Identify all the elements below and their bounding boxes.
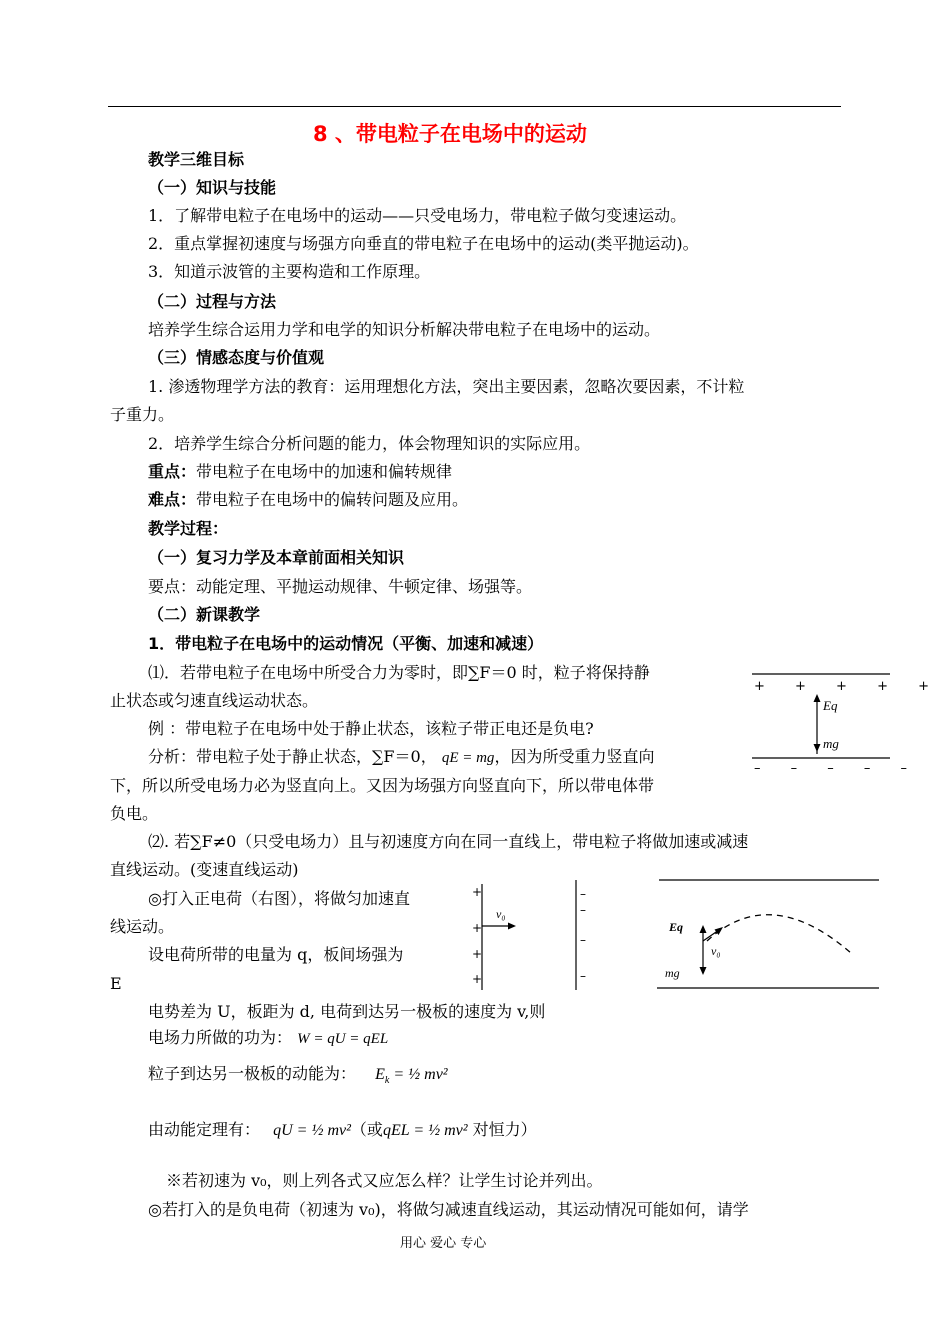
fig3-eq-arrow [700, 925, 707, 933]
fig2-plus-4: + [472, 972, 483, 986]
fig3-v0-label: v₀ [711, 944, 721, 958]
section2-text: 培养学生综合运用力学和电学的知识分析解决带电粒子在电场中的运动。 [148, 320, 661, 339]
neg-line: ◎若打入的是负电荷（初速为 v₀)，将做匀减速直线运动，其运动情况可能如何，请学 [148, 1200, 749, 1219]
fig1-eq-label: Eq [823, 698, 838, 713]
fig2-plus-2: + [472, 921, 483, 935]
theorem-eq2: qEL = ½ mv² [382, 1122, 468, 1139]
ke-eq-left: E [375, 1066, 385, 1083]
header-rule [108, 106, 841, 107]
theorem-tail: 对恒力） [472, 1120, 537, 1139]
fig2-velocity-arrow [508, 923, 516, 930]
charge-line1: 设电荷所带的电量为 q，板间场强为 [148, 945, 404, 964]
analysis-eq: qE = mg [441, 750, 495, 766]
section2-heading: （二）过程与方法 [148, 292, 277, 311]
fig2-minus-2: – [580, 903, 586, 917]
analysis-line1 [148, 747, 654, 768]
difficult-point [148, 490, 468, 510]
analysis-line3: 负电。 [110, 804, 159, 823]
fig2-minus-3: – [580, 933, 586, 947]
section3-item2: 2．培养学生综合分析问题的能力，体会物理知识的实际应用。 [148, 434, 591, 453]
process-heading: 教学过程： [148, 519, 229, 538]
fig2-plus-1: + [472, 885, 483, 899]
fig3-trajectory-path [707, 915, 851, 953]
page-title: 8 、带电粒子在电场中的运动 [313, 122, 587, 146]
ke-eq-right: = ½ mv² [393, 1066, 448, 1083]
fig1-top-signs: + + + + + [754, 679, 942, 694]
section3-heading: （三）情感态度与价值观 [148, 348, 325, 367]
fig2-minus-4: – [580, 969, 586, 983]
theorem-line [148, 1120, 537, 1141]
figure-acceleration [470, 880, 600, 995]
fig3-mg-arrow [700, 967, 707, 975]
fig1-up-arrow [814, 694, 821, 702]
difficult-point-label: 难点： [148, 490, 197, 509]
fig2-v0-label: v₀ [496, 907, 506, 921]
fig3-eq-label: Eq [669, 920, 684, 934]
ke-label: 粒子到达另一极板的动能为： [148, 1064, 357, 1083]
example: 例 ：带电粒子在电场中处于静止状态，该粒子带正电还是负电? [148, 719, 594, 738]
analysis-line2: 下，所以所受电场力必为竖直向上。又因为场强方向竖直向下，所以带电体带 [110, 776, 655, 795]
ke-eq-sub: k [384, 1075, 390, 1087]
analysis-a: 分析：带电粒子处于静止状态，∑F＝0， [148, 747, 437, 766]
section1-item-2: 2．重点掌握初速度与场强方向垂直的带电粒子在电场中的运动(类平抛运动)。 [148, 234, 699, 253]
figure-trajectory [655, 875, 883, 993]
volt-line: 电势差为 U，板距为 d, 电荷到达另一极板的速度为 v,则 [148, 1002, 546, 1021]
note: ※若初速为 v₀，则上列各式又应怎么样？让学生讨论并列出。 [166, 1171, 603, 1190]
theorem-eq: qU = ½ mv² [273, 1122, 351, 1139]
analysis-b: ，因为所受重力竖直向 [494, 747, 655, 766]
section3-item1-line2: 子重力。 [110, 405, 175, 424]
fig1-bottom-signs: – – – – – [754, 761, 921, 776]
charge-line2: E [110, 974, 122, 993]
figure-equilibrium [750, 668, 942, 776]
fig1-down-arrow [814, 744, 821, 752]
objectives-heading: 教学三维目标 [148, 150, 245, 169]
fig2-plus-3: + [472, 947, 483, 961]
new-lesson-sub1: 1．带电粒子在电场中的运动情况（平衡、加速和减速） [148, 634, 544, 653]
fig3-mg-label: mg [665, 966, 680, 980]
review-text: 要点：动能定理、平抛运动规律、牛顿定律、场强等。 [148, 577, 533, 596]
ke-eq [375, 1066, 448, 1087]
key-point-label: 重点： [148, 462, 197, 481]
fig2-minus-1: – [580, 887, 586, 901]
fig1-mg-label: mg [823, 736, 839, 751]
pos-line2: 线运动。 [110, 917, 175, 936]
section3-item1-line1: 1. 渗透物理学方法的教育：运用理想化方法，突出主要因素，忽略次要因素，不计粒 [148, 377, 745, 396]
p1-line1: ⑴．若带电粒子在电场中所受合力为零时，即∑F＝0 时，粒子将保持静 [148, 663, 650, 682]
key-point [148, 462, 452, 482]
section1-item-1: 1．了解带电粒子在电场中的运动——只受电场力，带电粒子做匀变速运动。 [148, 206, 687, 225]
work-line [148, 1028, 388, 1049]
section1-item-3: 3．知道示波管的主要构造和工作原理。 [148, 262, 431, 281]
key-point-text: 带电粒子在电场中的加速和偏转规律 [196, 462, 453, 481]
theorem-or: （或 [350, 1120, 383, 1139]
new-lesson-heading: （二）新课教学 [148, 605, 261, 624]
p2-line2: 直线运动。(变速直线运动) [110, 860, 299, 879]
section1-heading: （一）知识与技能 [148, 178, 277, 197]
p1-line2: 止状态或匀速直线运动状态。 [110, 691, 319, 710]
p2-line1: ⑵. 若∑F≠0（只受电场力）且与初速度方向在同一直线上，带电粒子将做加速或减速 [148, 832, 749, 851]
work-label: 电场力所做的功为： [148, 1028, 293, 1047]
pos-line1: ◎打入正电荷（右图），将做匀加速直 [148, 889, 410, 908]
theorem-label: 由动能定理有： [148, 1120, 261, 1139]
difficult-point-text: 带电粒子在电场中的偏转问题及应用。 [196, 490, 469, 509]
ke-line [148, 1064, 448, 1091]
footer: 用心 爱心 专心 [400, 1236, 487, 1251]
work-eq: W = qU = qEL [297, 1031, 389, 1047]
review-heading: （一）复习力学及本章前面相关知识 [148, 548, 405, 567]
